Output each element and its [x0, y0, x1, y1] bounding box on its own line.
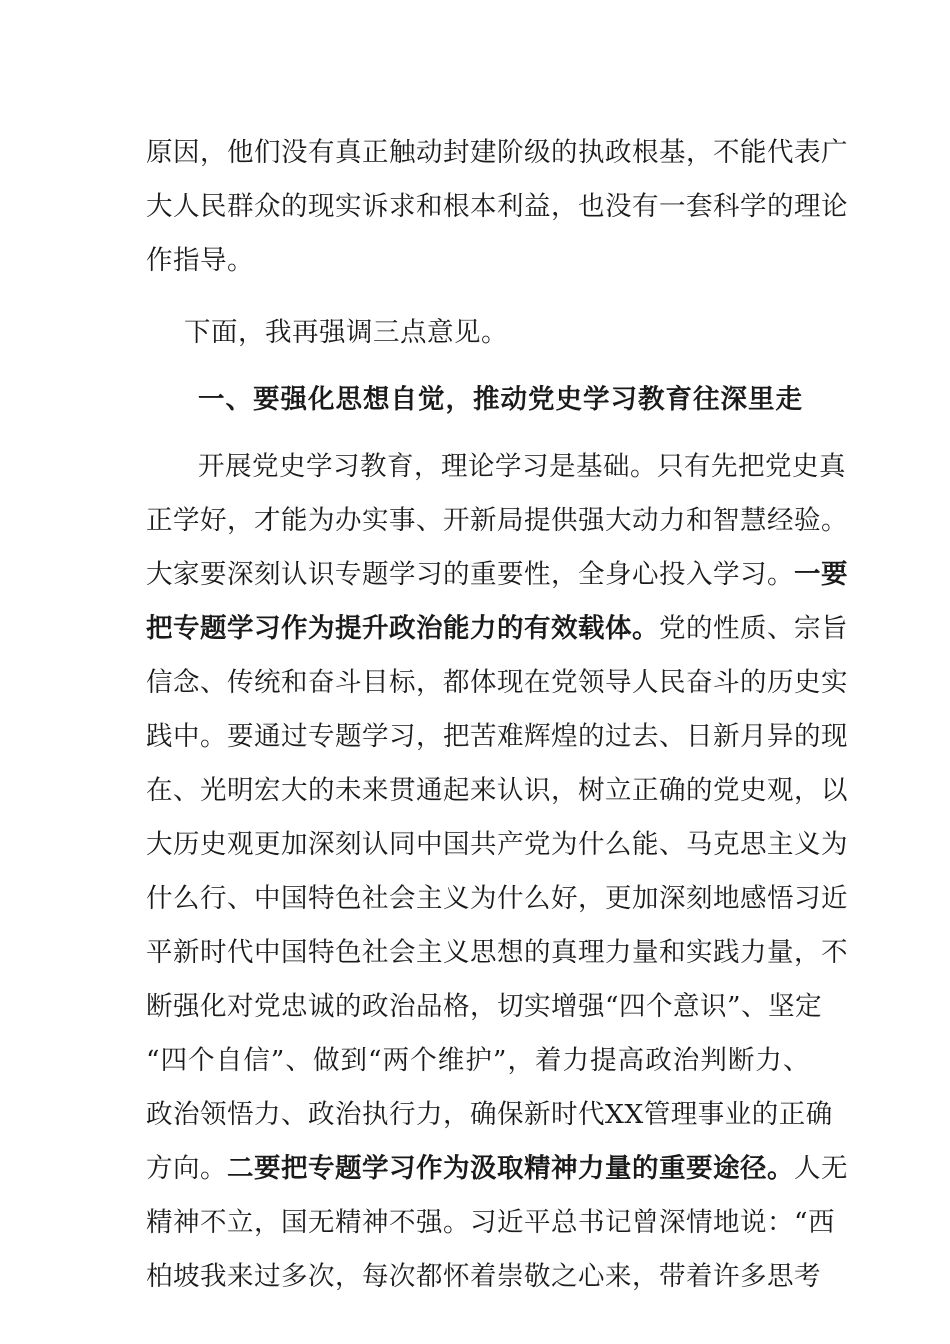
paragraph-line: 大人民群众的现实诉求和根本利益，也没有一套科学的理论: [146, 191, 848, 222]
section-heading: 一、要强化思想自觉，推动党史学习教育往深里走: [198, 384, 803, 415]
text-run: 人无: [794, 1153, 848, 1184]
paragraph-line: 正学好，才能为办实事、开新局提供强大动力和智慧经验。: [146, 505, 848, 536]
bold-text-run: 把专题学习作为提升政治能力的有效载体。: [146, 613, 659, 644]
paragraph-line: 作指导。: [146, 245, 254, 276]
paragraph-line: 原因，他们没有真正触动封建阶级的执政根基，不能代表广: [146, 137, 848, 168]
paragraph-line: “四个自信”、做到“两个维护”，着力提高政治判断力、: [146, 1045, 810, 1076]
paragraph-gap: [146, 288, 810, 306]
paragraph-line: [146, 548, 848, 602]
paragraph-line: 信念、传统和奋斗目标，都体现在党领导人民奋斗的历史实: [146, 667, 848, 698]
paragraph-line: 在、光明宏大的未来贯通起来认识，树立正确的党史观，以: [146, 775, 848, 806]
paragraph-line: 践中。要通过专题学习，把苦难辉煌的过去、日新月异的现: [146, 721, 848, 752]
paragraph-line: 大历史观更加深刻认同中国共产党为什么能、马克思主义为: [146, 829, 848, 860]
text-run: 党的性质、宗旨: [659, 613, 848, 644]
bold-text-run: 一要: [794, 559, 848, 590]
paragraph: 下面，我再强调三点意见。: [184, 317, 508, 348]
paragraph-line: [146, 1142, 848, 1196]
paragraph-line: [146, 602, 848, 656]
text-run: 方向。: [146, 1153, 227, 1184]
bold-text-run: 二要把专题学习作为汲取精神力量的重要途径。: [227, 1153, 794, 1184]
document-body: [146, 126, 848, 1304]
paragraph-line: 柏坡我来过多次，每次都怀着崇敬之心来，带着许多思考: [146, 1261, 821, 1292]
paragraph-line: 开展党史学习教育，理论学习是基础。只有先把党史真: [198, 451, 846, 482]
paragraph-line: 断强化对党忠诚的政治品格，切实增强“四个意识”、坚定: [146, 991, 823, 1022]
paragraph-line: 政治领悟力、政治执行力，确保新时代XX管理事业的正确: [146, 1099, 833, 1130]
paragraph-gap: [146, 360, 810, 373]
text-run: 大家要深刻认识专题学习的重要性，全身心投入学习。: [146, 559, 794, 590]
paragraph-line: 精神不立，国无精神不强。习近平总书记曾深情地说：“西: [146, 1207, 836, 1238]
paragraph-gap: [146, 427, 810, 440]
paragraph-line: 什么行、中国特色社会主义为什么好，更加深刻地感悟习近: [146, 883, 848, 914]
paragraph-line: 平新时代中国特色社会主义思想的真理力量和实践力量，不: [146, 937, 848, 968]
